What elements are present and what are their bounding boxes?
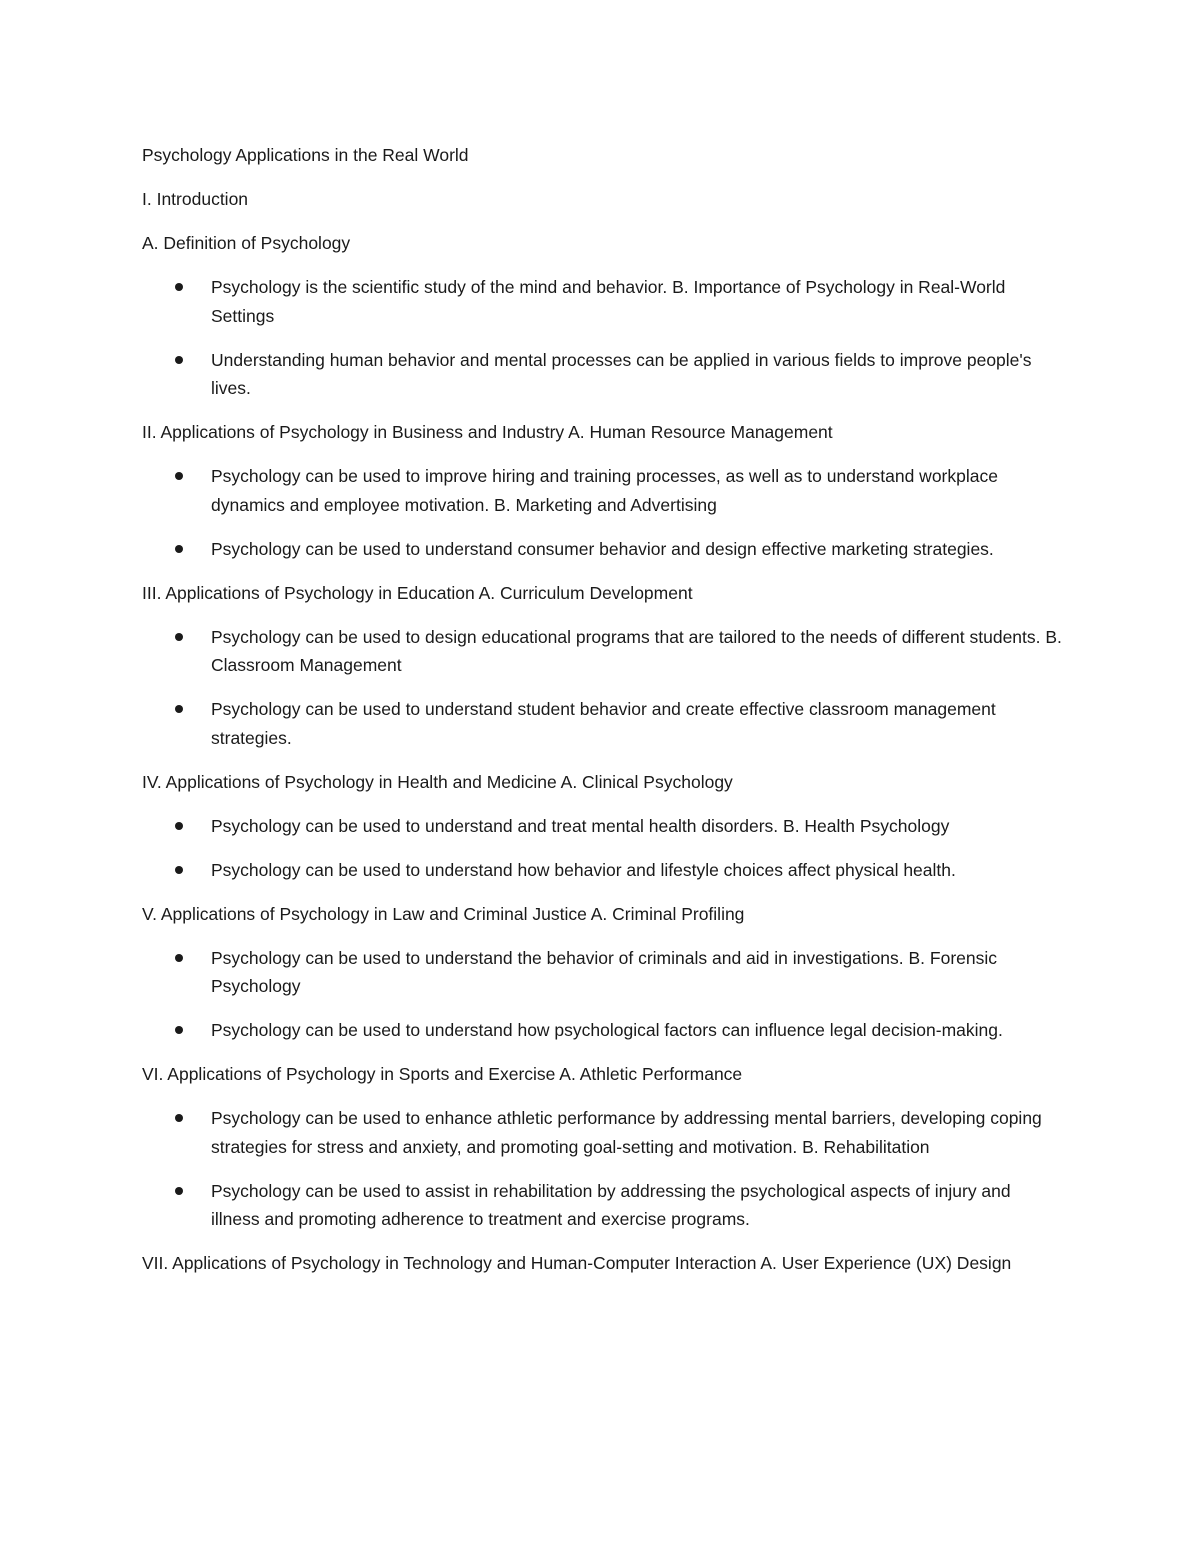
section-heading-technology: VII. Applications of Psychology in Technology and Human-Computer Interaction A. User Experience (UX) Design [142, 1253, 1012, 1273]
bullet-list-introduction [142, 273, 1062, 403]
list-item [142, 462, 1062, 519]
list-item-text: Psychology can be used to understand how psychological factors can influence legal decision-making. [211, 1020, 1003, 1040]
list-item-text: Psychology can be used to design educational programs that are tailored to the needs of different students. B. Classroom Management [211, 626, 1062, 675]
list-item-text: Psychology can be used to understand how behavior and lifestyle choices affect physical health. [211, 859, 956, 880]
list-item [142, 944, 1062, 1001]
list-item [142, 346, 1062, 403]
section-heading-sports: VI. Applications of Psychology in Sports and Exercise A. Athletic Performance [142, 1064, 743, 1084]
section-heading-introduction: I. Introduction [142, 189, 249, 209]
list-item-text: Understanding human behavior and mental processes can be applied in various fields to improve people's lives. [211, 349, 1032, 398]
bullet-list-education [142, 623, 1062, 753]
bullet-icon [175, 954, 183, 962]
list-item-text: Psychology can be used to understand the behavior of criminals and aid in investigations. B. Forensic Psychology [211, 947, 998, 996]
bullet-icon [175, 283, 183, 291]
list-item [142, 1177, 1062, 1234]
list-item [142, 273, 1062, 330]
bullet-icon [175, 1026, 183, 1034]
bullet-list-sports [142, 1104, 1062, 1234]
list-item-text: Psychology can be used to understand consumer behavior and design effective marketing strategies. [211, 538, 994, 559]
bullet-icon [175, 705, 183, 713]
list-item [142, 856, 1062, 885]
list-item-text: Psychology is the scientific study of the mind and behavior. B. Importance of Psychology in Real-World Settings [211, 277, 1006, 326]
list-item [142, 1016, 1062, 1045]
section-heading-law: V. Applications of Psychology in Law and Criminal Justice A. Criminal Profiling [142, 903, 745, 924]
bullet-list-health [142, 812, 1062, 885]
bullet-icon [175, 866, 183, 874]
document-body [142, 141, 1062, 1293]
document-title: Psychology Applications in the Real World [142, 145, 469, 165]
list-item [142, 695, 1062, 752]
list-item-text: Psychology can be used to understand and treat mental health disorders. B. Health Psychology [211, 815, 950, 836]
bullet-icon [175, 1114, 183, 1122]
bullet-icon [175, 822, 183, 830]
list-item-text: Psychology can be used to improve hiring and training processes, as well as to understand workplace dynamics and employee motivation. B. Marketing and Advertising [211, 466, 998, 515]
subheading-definition: A. Definition of Psychology [142, 233, 351, 253]
list-item-text: Psychology can be used to assist in rehabilitation by addressing the psychological aspects of injury and illness and promoting adherence to treatment and exercise programs. [211, 1180, 1011, 1229]
list-item [142, 812, 1062, 841]
bullet-icon [175, 356, 183, 364]
bullet-icon [175, 472, 183, 480]
section-heading-education: III. Applications of Psychology in Education A. Curriculum Development [142, 582, 693, 603]
bullet-icon [175, 1187, 183, 1195]
list-item [142, 1104, 1062, 1161]
list-item-text: Psychology can be used to enhance athletic performance by addressing mental barriers, developing coping strategies for stress and anxiety, and promoting goal-setting and motivation. B. Rehabilitation [211, 1108, 1042, 1157]
list-item [142, 535, 1062, 564]
bullet-list-law [142, 944, 1062, 1045]
bullet-icon [175, 633, 183, 641]
section-heading-business: II. Applications of Psychology in Business and Industry A. Human Resource Management [142, 422, 833, 442]
bullet-icon [175, 545, 183, 553]
list-item-text: Psychology can be used to understand student behavior and create effective classroom management strategies. [211, 699, 996, 748]
bullet-list-business [142, 462, 1062, 563]
section-heading-health: IV. Applications of Psychology in Health and Medicine A. Clinical Psychology [142, 771, 733, 792]
list-item [142, 623, 1062, 680]
